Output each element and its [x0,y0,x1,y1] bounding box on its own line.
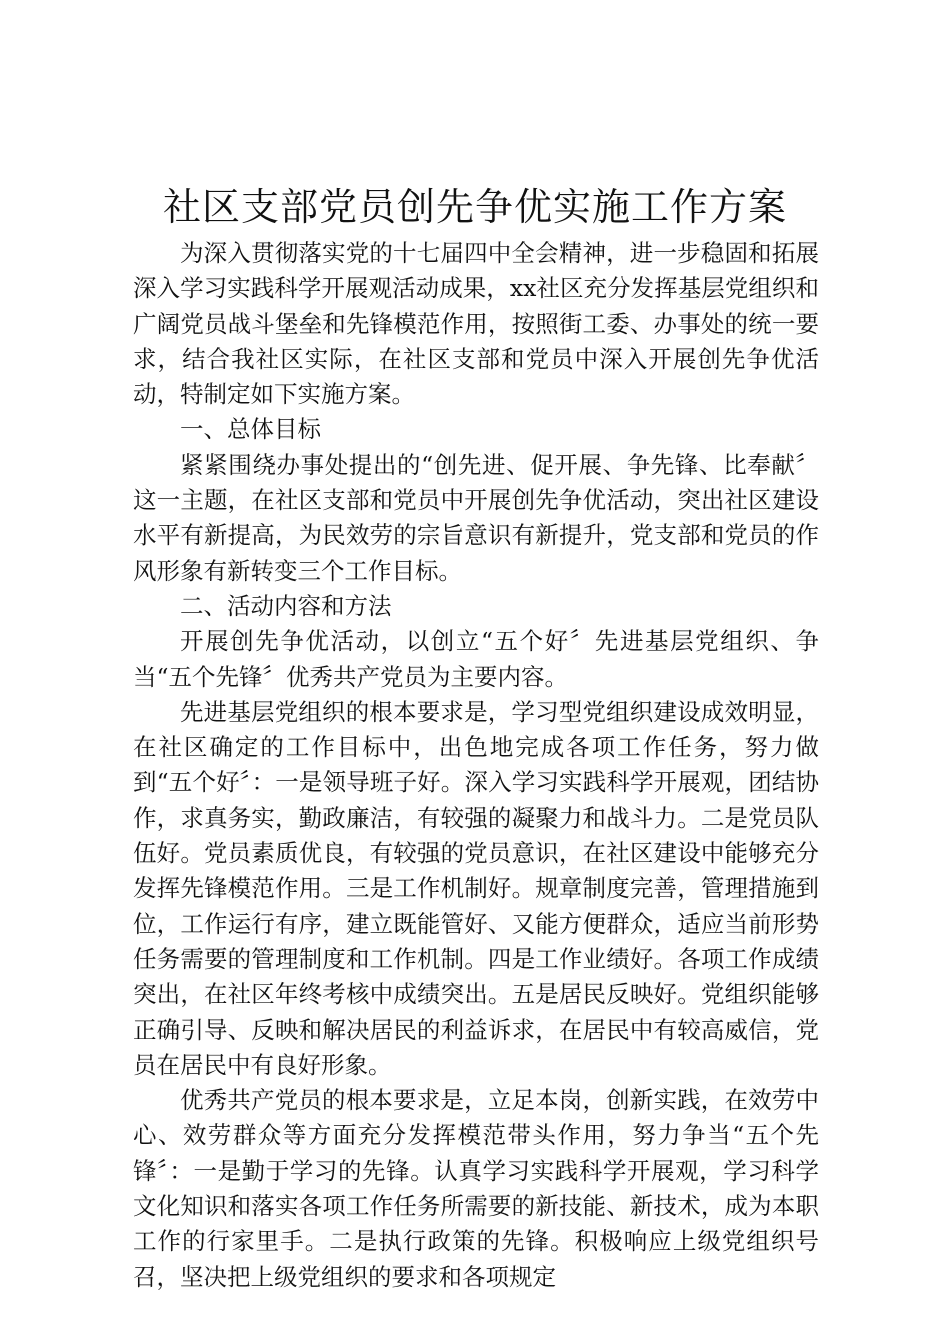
section-heading-content-methods: 二、活动内容和方法 [180,591,392,620]
paragraph-party-member-requirements: 优秀共产党员的根本要求是，立足本岗，创新实践，在效劳中心、效劳群众等方面充分发挥模范带头作用，努力争当“五个先锋〞：一是勤于学习的先锋。认真学习实践科学开展观，学习科学文化知识和落实各项工作任务所需要的新技能、新技术，成为本职工作的行家里手。二是执行政策的先锋。积极响应上级党组织号召，坚决把上级党组织的要求和各项规定 [133,1086,819,1291]
paragraph-activity-content: 开展创先争优活动，以创立“五个好〞先进基层党组织、争当“五个先锋〞优秀共产党员为主要内容。 [133,627,819,691]
document-title: 社区支部党员创先争优实施工作方案 [162,185,787,229]
paragraph-intro: 为深入贯彻落实党的十七届四中全会精神，进一步稳固和拓展深入学习实践科学开展观活动成果，xx社区充分发挥基层党组织和广阔党员战斗堡垒和先锋模范作用，按照街工委、办事处的统一要求，结合我社区实际，在社区支部和党员中深入开展创先争优活动，特制定如下实施方案。 [133,239,819,409]
paragraph-party-organization-requirements: 先进基层党组织的根本要求是，学习型党组织建设成效明显，在社区确定的工作目标中，出色地完成各项工作任务，努力做到“五个好〞：一是领导班子好。深入学习实践科学开展观，团结协作，求真务实，勤政廉洁，有较强的凝聚力和战斗力。二是党员队伍好。党员素质优良，有较强的党员意识，在社区建设中能够充分发挥先锋模范作用。三是工作机制好。规章制度完善，管理措施到位，工作运行有序，建立既能管好、又能方便群众，适应当前形势任务需要的管理制度和工作机制。四是工作业绩好。各项工作成绩突出，在社区年终考核中成绩突出。五是居民反映好。党组织能够正确引导、反映和解决居民的利益诉求，在居民中有较高威信，党员在居民中有良好形象。 [133,697,819,1079]
document-body [133,236,819,1295]
paragraph-overall-goal: 紧紧围绕办事处提出的“创先进、促开展、争先锋、比奉献〞这一主题，在社区支部和党员中开展创先争优活动，突出社区建设水平有新提高，为民效劳的宗旨意识有新提升，党支部和党员的作风形象有新转变三个工作目标。 [133,450,819,585]
section-heading-overall-goal: 一、总体目标 [180,415,321,444]
